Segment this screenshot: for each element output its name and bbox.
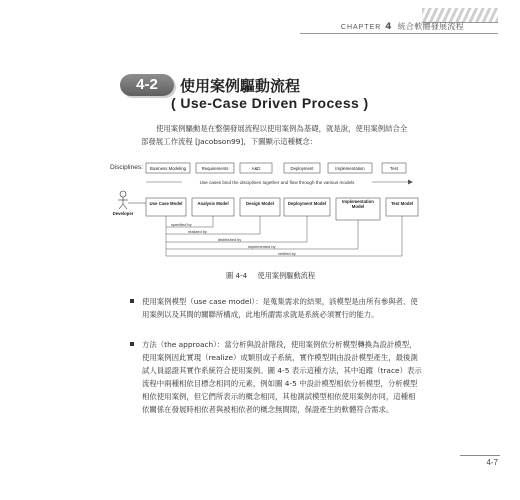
bullet-marker — [130, 342, 134, 346]
chapter-title: 統合軟體發展流程 — [397, 22, 464, 31]
page-number: 4-7 — [486, 458, 498, 467]
header-rule — [300, 33, 498, 34]
model-analysis: Analysis Model — [197, 201, 229, 206]
relation-specified-by: specified by — [171, 222, 192, 227]
disciplines-label: Disciplines: — [110, 164, 143, 171]
binding-arrow — [146, 178, 413, 186]
figure-caption-number: 圖 4-4 — [226, 271, 248, 280]
running-header — [341, 21, 464, 32]
model-test: Test Model — [390, 201, 414, 206]
use-case-driven-diagram — [108, 160, 428, 264]
model-design: Design Model — [246, 201, 274, 206]
bullet-text-approach: 方法（the approach）：當分析與設計階段，使用案例依分析模型轉換為設計模型，使用案例因此實現（realize）成類別或子系統，實作模型則由設計模型產生，最後測試人員認證其實作系統符合使用案例。圖 4-5 表示這種方法，其中追蹤（trace）表示流程中兩種相依目標念相同的元素，例如圖 4-5 中設計模型相依分析模型，分析模型相依使用案例，但它們所表示的概念相同，其他測試模型相依使用案例亦同，這種相依關係在發展時相依者與被相依者的概念無間隙，保證產生的軟體符合需求。 — [142, 340, 422, 414]
model-boxes — [146, 198, 418, 220]
discipline-test: Test — [390, 166, 398, 171]
figure-caption — [226, 271, 315, 281]
actor-label: Developer — [112, 211, 134, 216]
discipline-boxes — [146, 163, 406, 173]
relation-distributed-by: distributed by — [218, 237, 242, 242]
page-number-rule — [460, 455, 500, 456]
relation-realized-by: realized by — [188, 229, 207, 234]
trace-lines — [166, 216, 402, 256]
figure-caption-text: 使用案例驅動流程 — [257, 271, 316, 280]
chapter-number: 4 — [385, 22, 392, 32]
section-title: 使用案例驅動流程 — [180, 77, 301, 95]
relation-verified-by: verified by — [278, 251, 296, 256]
binding-arrow-note: Use cases bind the disciplines together and flow through the various models — [199, 180, 355, 185]
developer-actor — [113, 191, 146, 216]
discipline-ad: A&D — [251, 166, 261, 171]
model-use-case: Use Case Model — [149, 201, 183, 206]
discipline-deployment: Deployment — [290, 166, 314, 171]
discipline-implementation: Implementation — [335, 166, 365, 171]
discipline-business-modeling: Business Modeling — [149, 166, 187, 171]
model-implementation: Implementation Model — [342, 199, 374, 209]
relation-implemented-by: implemented by — [248, 244, 276, 249]
bullet-text-use-case-model: 使用案例模型（use case model）：是蒐集需求的結果，該模型是由所有參與者、使用案例以及其間的關聯所構成，此地所謂需求就是系統必須實行的能力。 — [142, 297, 418, 319]
chapter-label: CHAPTER — [340, 24, 382, 31]
bullet-marker — [130, 299, 134, 303]
section-number-badge: 4-2 — [120, 74, 174, 96]
model-deployment: Deployment Model — [287, 201, 327, 206]
intro-paragraph: 使用案例驅動是在整個發展流程以使用案例為基礎，就是說，使用案例結合全部發展工作流程 [Jacobson99]，下圖顯示這種概念： — [141, 124, 408, 146]
discipline-requirements: Requirements — [201, 166, 229, 171]
section-subtitle: ( Use-Case Driven Process ) — [171, 95, 369, 111]
